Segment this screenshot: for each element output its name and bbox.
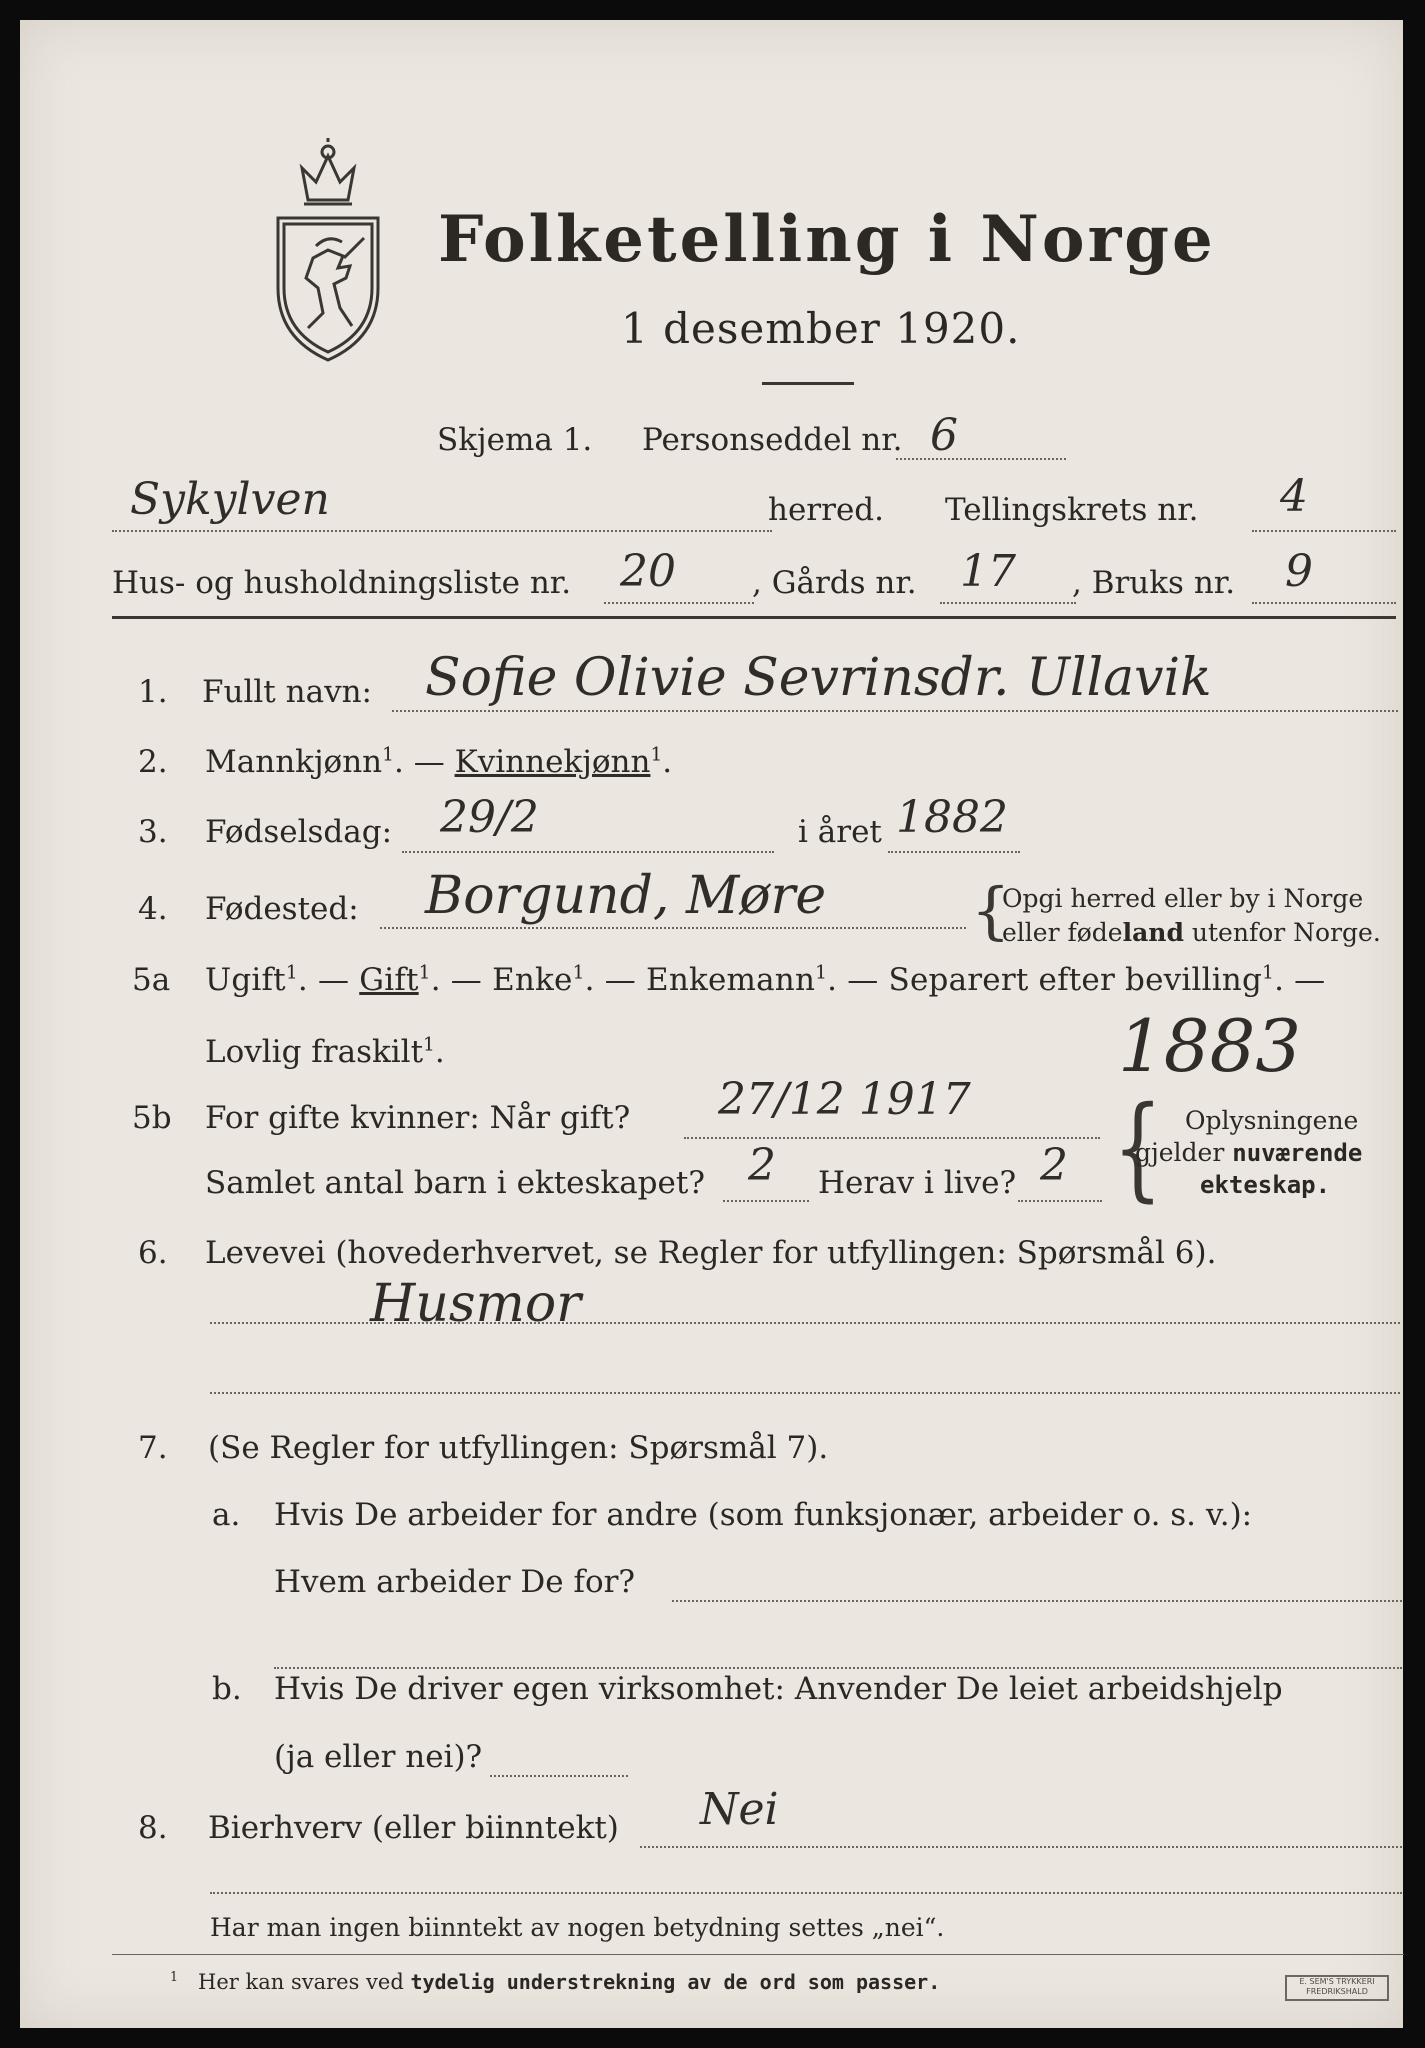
q5b-note-line3: ekteskap. bbox=[1200, 1171, 1331, 1199]
herred-line bbox=[112, 530, 772, 532]
q7a-letter: a. bbox=[212, 1497, 241, 1533]
alive-line bbox=[1018, 1200, 1102, 1202]
q7a-line1 bbox=[672, 1600, 1402, 1602]
printer-mark bbox=[1285, 1975, 1389, 2001]
period: . bbox=[394, 744, 404, 780]
full-name-value: Sofie Olivie Sevrinsdr. Ullavik bbox=[425, 648, 1212, 708]
period: . bbox=[1274, 962, 1285, 998]
footnote-ref: 1 bbox=[572, 962, 585, 984]
footnote-ref: 1 bbox=[418, 962, 431, 984]
q2-gender-options bbox=[205, 744, 673, 780]
q7b-line bbox=[490, 1775, 628, 1777]
q7a-question: Hvem arbeider De for? bbox=[274, 1564, 636, 1600]
husholdning-line bbox=[604, 602, 754, 604]
footnote-ref: 1 bbox=[815, 962, 828, 984]
q1-line bbox=[392, 710, 1398, 712]
q7a-text: Hvis De arbeider for andre (som funksjonær, arbeider o. s. v.): bbox=[274, 1497, 1253, 1533]
footnote-text-b: tydelig understrekning av de ord som passer. bbox=[410, 1970, 941, 1994]
q8-label: Bierhverv (eller biinntekt) bbox=[208, 1810, 619, 1846]
census-date: 1 desember 1920. bbox=[621, 304, 1021, 353]
female-option: Kvinnekjønn bbox=[454, 744, 651, 780]
children-value: 2 bbox=[748, 1140, 776, 1191]
male-option: Mannkjønn bbox=[205, 744, 383, 780]
tellingskrets-label: Tellingskrets nr. bbox=[945, 492, 1199, 528]
separert-option: Separert efter bevilling bbox=[888, 962, 1263, 998]
gards-value: 17 bbox=[960, 546, 1016, 597]
q4-note-brace: { bbox=[971, 874, 1011, 947]
q8-line1 bbox=[640, 1846, 1402, 1848]
q5b-note-line2 bbox=[1135, 1140, 1362, 1165]
q4-note-text-a: eller føde bbox=[1002, 918, 1123, 947]
personseddel-label: Personseddel nr. bbox=[642, 422, 903, 458]
separator: . — bbox=[297, 962, 360, 998]
enkemann-option: Enkemann bbox=[646, 962, 816, 998]
bruks-label: , Bruks nr. bbox=[1072, 565, 1236, 601]
gards-label: , Gårds nr. bbox=[752, 565, 917, 601]
printer-mark-line1: E. SEM'S TRYKKERI bbox=[1299, 1977, 1375, 1986]
children-label: Samlet antal barn i ekteskapet? bbox=[205, 1165, 705, 1201]
q7-label: (Se Regler for utfyllingen: Spørsmål 7). bbox=[208, 1430, 829, 1466]
birthplace-value: Borgund, Møre bbox=[425, 866, 827, 926]
q3-year-line bbox=[888, 851, 1020, 853]
footnote-number: 1 bbox=[170, 1969, 179, 1984]
q1-label: Fullt navn: bbox=[202, 674, 372, 710]
q4-note-line1: Opgi herred eller by i Norge bbox=[1002, 884, 1364, 913]
q5b-note-text-a: gjelder bbox=[1135, 1138, 1233, 1167]
q5a-number: 5a bbox=[132, 962, 171, 998]
bruks-line bbox=[1252, 602, 1396, 604]
footnote-divider bbox=[112, 1954, 1404, 1955]
q8-line2 bbox=[210, 1892, 1402, 1894]
coat-of-arms-icon bbox=[268, 138, 388, 366]
q5b-note-line1: Oplysningene bbox=[1185, 1106, 1359, 1135]
separator: . — bbox=[584, 962, 646, 998]
herred-value: Sykylven bbox=[130, 474, 330, 525]
q4-line bbox=[380, 927, 966, 929]
birth-date-value: 29/2 bbox=[440, 792, 539, 843]
tellingskrets-line bbox=[1252, 530, 1396, 532]
margin-note-year: 1883 bbox=[1118, 1004, 1302, 1088]
separator: — bbox=[403, 744, 455, 780]
husholdning-label: Hus- og husholdningsliste nr. bbox=[112, 565, 572, 601]
birth-year-value: 1882 bbox=[896, 792, 1008, 843]
enke-option: Enke bbox=[492, 962, 573, 998]
form-title: Folketelling i Norge bbox=[438, 202, 1216, 277]
personseddel-line bbox=[896, 458, 1066, 460]
q5b-number: 5b bbox=[132, 1100, 172, 1136]
footnote-ref: 1 bbox=[1262, 962, 1275, 984]
q7b-question: (ja eller nei)? bbox=[274, 1739, 483, 1775]
q5b-note-text-b: nuværende bbox=[1232, 1139, 1363, 1167]
occupation-value: Husmor bbox=[370, 1274, 581, 1334]
footnote-text-a: Her kan svares ved bbox=[198, 1970, 411, 1994]
income-note: Har man ingen biinntekt av nogen betydning settes „nei“. bbox=[210, 1913, 945, 1942]
form-number-label: Skjema 1. bbox=[437, 422, 593, 458]
separator: . — bbox=[430, 962, 493, 998]
q3-year-label: i året bbox=[798, 814, 882, 850]
q5b-note-brace: { bbox=[1112, 1083, 1163, 1213]
q7b-letter: b. bbox=[212, 1671, 242, 1707]
personseddel-value: 6 bbox=[930, 410, 958, 461]
q3-number: 3. bbox=[138, 814, 168, 850]
herred-label: herred. bbox=[768, 492, 884, 528]
marriage-date-value: 27/12 1917 bbox=[718, 1074, 971, 1125]
footnote-ref: 1 bbox=[423, 1034, 435, 1056]
period: . bbox=[434, 1034, 445, 1070]
footnote-line bbox=[170, 1969, 941, 1994]
fraskilt-line bbox=[205, 1034, 445, 1070]
q7b-text: Hvis De driver egen virksomhet: Anvender De leiet arbeidshjelp bbox=[274, 1671, 1283, 1707]
q6-number: 6. bbox=[138, 1235, 168, 1271]
q3-label: Fødselsdag: bbox=[205, 814, 393, 850]
q7-number: 7. bbox=[138, 1430, 168, 1466]
q7a-line2 bbox=[274, 1667, 1402, 1669]
gift-option: Gift bbox=[359, 962, 419, 998]
alive-value: 2 bbox=[1040, 1140, 1068, 1191]
q4-note-line2 bbox=[1002, 920, 1381, 945]
header-divider bbox=[112, 616, 1396, 619]
q6-line2 bbox=[210, 1392, 1400, 1394]
trailing-dash: — bbox=[1284, 962, 1326, 998]
q3-line bbox=[402, 851, 774, 853]
q4-number: 4. bbox=[138, 891, 168, 927]
tellingskrets-value: 4 bbox=[1280, 471, 1308, 522]
separator: . — bbox=[827, 962, 889, 998]
male-footnote-ref: 1 bbox=[382, 744, 394, 766]
title-divider bbox=[762, 382, 854, 385]
period: . bbox=[662, 744, 673, 780]
footnote-ref: 1 bbox=[285, 962, 298, 984]
gards-line bbox=[940, 602, 1076, 604]
q5b-line bbox=[684, 1137, 1100, 1139]
husholdning-value: 20 bbox=[620, 546, 676, 597]
alive-label: Herav i live? bbox=[818, 1165, 1017, 1201]
q4-note-text-b: land bbox=[1122, 918, 1184, 947]
fraskilt-option: Lovlig fraskilt bbox=[205, 1034, 424, 1070]
bruks-value: 9 bbox=[1285, 546, 1313, 597]
q2-number: 2. bbox=[138, 744, 168, 780]
marital-status-options bbox=[205, 962, 1326, 998]
q4-label: Fødested: bbox=[205, 891, 359, 927]
q6-label: Levevei (hovederhvervet, se Regler for utfyllingen: Spørsmål 6). bbox=[205, 1235, 1217, 1271]
q8-number: 8. bbox=[138, 1810, 168, 1846]
ugift-option: Ugift bbox=[205, 962, 286, 998]
census-form-page bbox=[20, 20, 1403, 2028]
children-line bbox=[723, 1200, 809, 1202]
female-footnote-ref: 1 bbox=[650, 744, 663, 766]
q4-note-text-c: utenfor Norge. bbox=[1183, 918, 1381, 947]
q1-number: 1. bbox=[138, 674, 168, 710]
side-income-value: Nei bbox=[700, 1784, 779, 1835]
q5b-label: For gifte kvinner: Når gift? bbox=[205, 1100, 631, 1136]
printer-mark-line2: FREDRIKSHALD bbox=[1306, 1987, 1368, 1996]
